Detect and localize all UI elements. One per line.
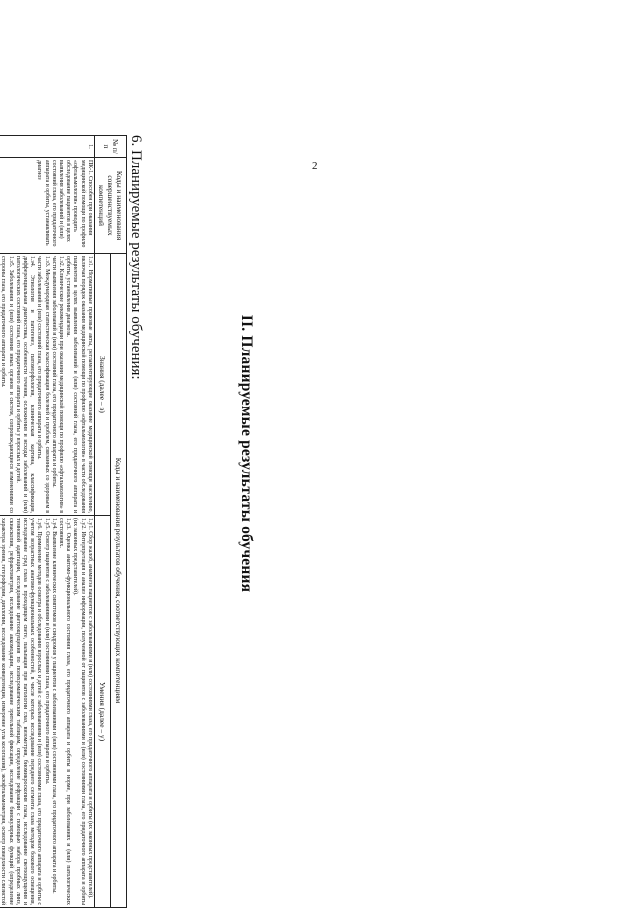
- knowledge-item: 1.з1. Нормативные правовые акты, регламентирующие оказание медицинской помощи населению, включая порядок оказания медицинской помощи по профилю «офтальмология» в части обследования пациентов в целях выявления заболеваний и (или) состояний глаза, его придаточного аппарата и орбиты, установления диагноза.: [65, 256, 93, 513]
- knowledge-item: 1.з2. Клинические рекомендации при оказании медицинской помощи по профилю «офтальмология» в части выявления заболеваний и (или) состояний глаза, его придаточного аппарата и орбиты.: [50, 256, 64, 513]
- skill-item: 1.у5. Осмотр пациентов с заболеваниями и (или) состояниями глаза, его придаточного аппарата и орбиты.: [43, 518, 50, 785]
- competence-cell: ПК-1. Способен при оказании медицинской помощи по профилю «офтальмология» проводить обследование пациентов в целях выявления заболеваний и (или) состояний глаза, его придаточного аппарата и орбиты, устанавливать диагноз: [0, 158, 95, 254]
- knowledge-item: 1.з3. Международная статистическая классификация болезней и проблем, связанных со здоровьем в части заболеваний и (или) состояний глаза, его придаточного аппарата и орбиты.: [36, 256, 50, 513]
- skills-cell: [0, 516, 95, 908]
- knowledge-cell: [0, 254, 95, 516]
- skill-item: 1.у3. Оценка анатомо-функционального состояния глаза, его придаточного аппарата и орбиты в норме, при заболеваниях и (или) патологических состояниях.: [57, 518, 72, 906]
- results-table: [0, 135, 127, 908]
- skill-item: 1.у1. Сбор жалоб, анамнеза пациентов с заболеваниями и (или) состояниями глаза, его придаточного аппарата и орбиты (их законных представителей).: [86, 518, 93, 899]
- skill-item: 1.у6. Применение методов осмотра и обследования взрослых и детей с заболеваниями и (или) состояниями глаза, его придаточного аппарата и орбиты с учетом возрастных анатомо-функциональных особенностей, в числе которых исследование переднего сегмента глаза методом бокового освещения, исследование сред глаза в проходящем свете, пальпация при патологии глаз, визометрия, биомикроскопия глаза, исследование светоощущения и темновой адаптации, исследование цветоощущения по полихроматическим таблицам, определение рефракции с помощью набора пробных линз, скиаскопия, рефрактометрия, исследование аккомодации, исследование зрительной фиксации, исследование бинокулярных функций (определение характера зрения, гетерофории, диплопии, исследование конвергенции, измерение угла косоглазия), экзофтальмометрия, осмотр поверхности слизистой: [0, 518, 43, 906]
- skill-item: 1.у4. Выявление клинических симптомов и синдромов у пациентов с заболеваниями и (или) состояниями глаза, его придаточного аппарата и орбиты.: [50, 518, 57, 894]
- skill-item: 1.у2. Интерпретация и анализ информации, полученной от пациентов с заболеваниями и (или) состояниями глаза, его придаточного аппарата и орбиты (их законных представителей).: [72, 518, 86, 906]
- header-skills: Умения (далее – у): [95, 516, 111, 908]
- table-caption: 6. Планируемые результаты обучения:: [128, 135, 144, 380]
- header-num: № п/п: [95, 136, 127, 158]
- page-number: 2: [312, 160, 318, 172]
- knowledge-item: 1.з4. Этиология и патогенез, патоморфология, клиническая картина, классификация, дифференциальная диагностика, особенности течения, осложнения и исходы заболеваний и (или) патологических состояний глаза, его придаточного аппарата и орбиты у взрослых и детей.: [14, 256, 36, 513]
- row-number: 1.: [0, 136, 95, 158]
- header-competence: Коды и наименования совершенствуемых компетенций: [95, 158, 127, 254]
- header-knowledge: Знания (далее – з): [95, 254, 111, 516]
- section-heading: II. Планируемые результаты обучения: [238, 314, 255, 593]
- table-header-row: [111, 136, 127, 908]
- table-row: [0, 136, 95, 908]
- header-results: Коды и наименования результатов обучения, соответствующих компетенциям: [111, 254, 127, 908]
- knowledge-item: 1.з5. Заболевания и (или) состояния иных органов и систем, сопровождающиеся изменениями со стороны глаза, его придаточного аппарата и орбиты.: [0, 256, 14, 513]
